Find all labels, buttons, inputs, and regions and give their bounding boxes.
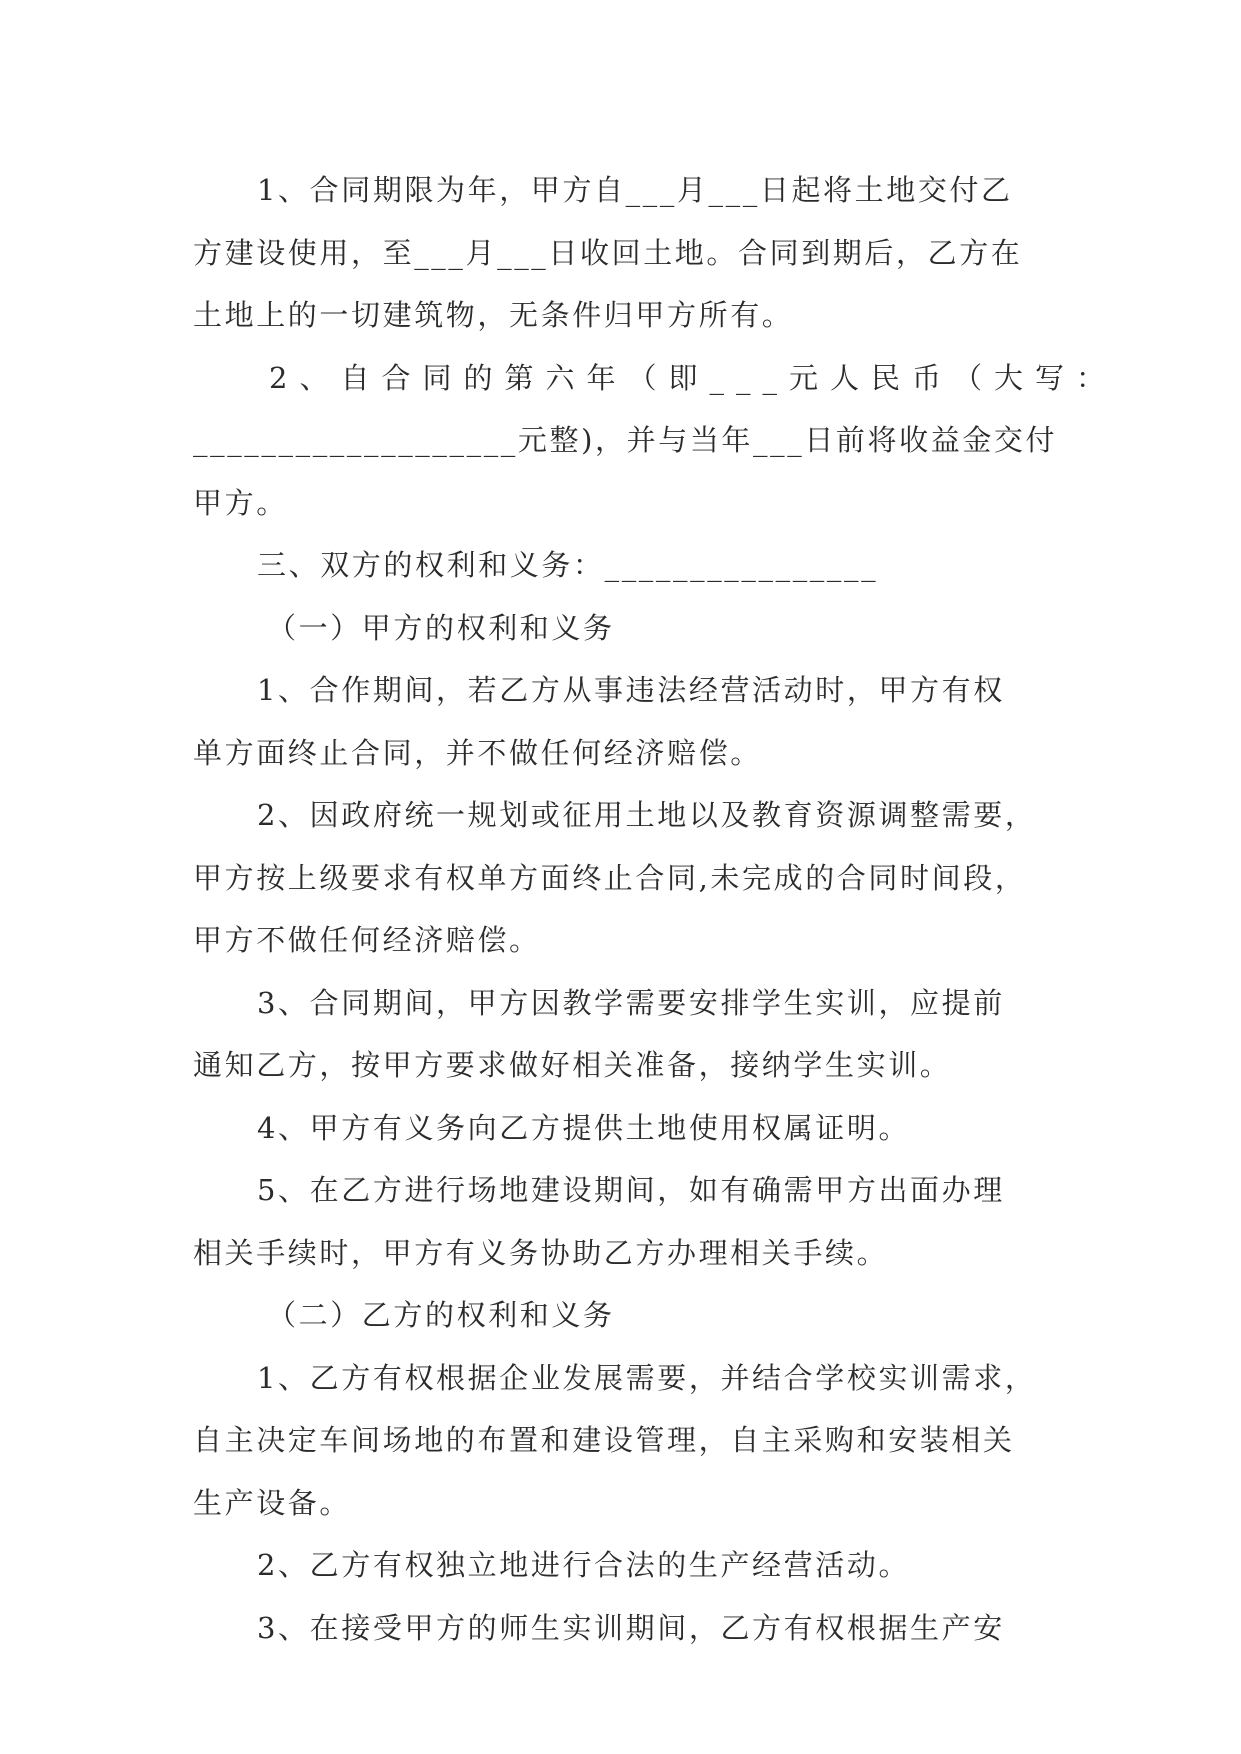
paragraph-line: 单方面终止合同，并不做任何经济赔偿。 (193, 735, 762, 770)
paragraph-line: 3、合同期间，甲方因教学需要安排学生实训，应提前 (257, 985, 1005, 1020)
paragraph-line: 甲方不做任何经济赔偿。 (193, 923, 541, 957)
document-body (193, 159, 1117, 1659)
paragraph-line: 4、甲方有义务向乙方提供土地使用权属证明。 (257, 1110, 911, 1145)
paragraph-line: 2、因政府统一规划或征用土地以及教育资源调整需要， (257, 798, 1037, 832)
paragraph-line: 1、合作期间，若乙方从事违法经营活动时，甲方有权 (257, 673, 1005, 707)
paragraph-line: 5、在乙方进行场地建设期间，如有确需甲方出面办理 (257, 1173, 1005, 1207)
paragraph-line: 甲方按上级要求有权单方面终止合同,未完成的合同时间段， (193, 860, 1027, 895)
subsection-heading: （二）乙方的权利和义务 (267, 1298, 615, 1332)
paragraph-line: 1、乙方有权根据企业发展需要，并结合学校实训需求， (257, 1360, 1037, 1395)
paragraph-line: ___________________元整)，并与当年___日前将收益金交付 (193, 423, 1058, 457)
paragraph-line: 自主决定车间场地的布置和建设管理，自主采购和安装相关 (193, 1423, 1015, 1457)
paragraph-line: 通知乙方，按甲方要求做好相关准备，接纳学生实训。 (193, 1048, 952, 1082)
paragraph-line: 方建设使用，至___月___日收回土地。合同到期后，乙方在 (193, 235, 1023, 270)
paragraph-line: 1、合同期限为年，甲方自___月___日起将土地交付乙 (257, 173, 1013, 207)
paragraph-line: 3、在接受甲方的师生实训期间，乙方有权根据生产安 (257, 1610, 1005, 1645)
paragraph-line: 2、乙方有权独立地进行合法的生产经营活动。 (257, 1548, 911, 1582)
paragraph-line: 生产设备。 (193, 1485, 352, 1520)
subsection-heading: （一）甲方的权利和义务 (267, 610, 615, 645)
paragraph-line: 相关手续时，甲方有义务协助乙方办理相关手续。 (193, 1235, 889, 1270)
section-heading: 三、双方的权利和义务：________________ (257, 548, 879, 582)
paragraph-line: 2、自合同的第六年（即___元人民币（大写： (269, 360, 1117, 395)
paragraph-line: 甲方。 (193, 485, 288, 520)
paragraph-line: 土地上的一切建筑物，无条件归甲方所有。 (193, 298, 794, 332)
